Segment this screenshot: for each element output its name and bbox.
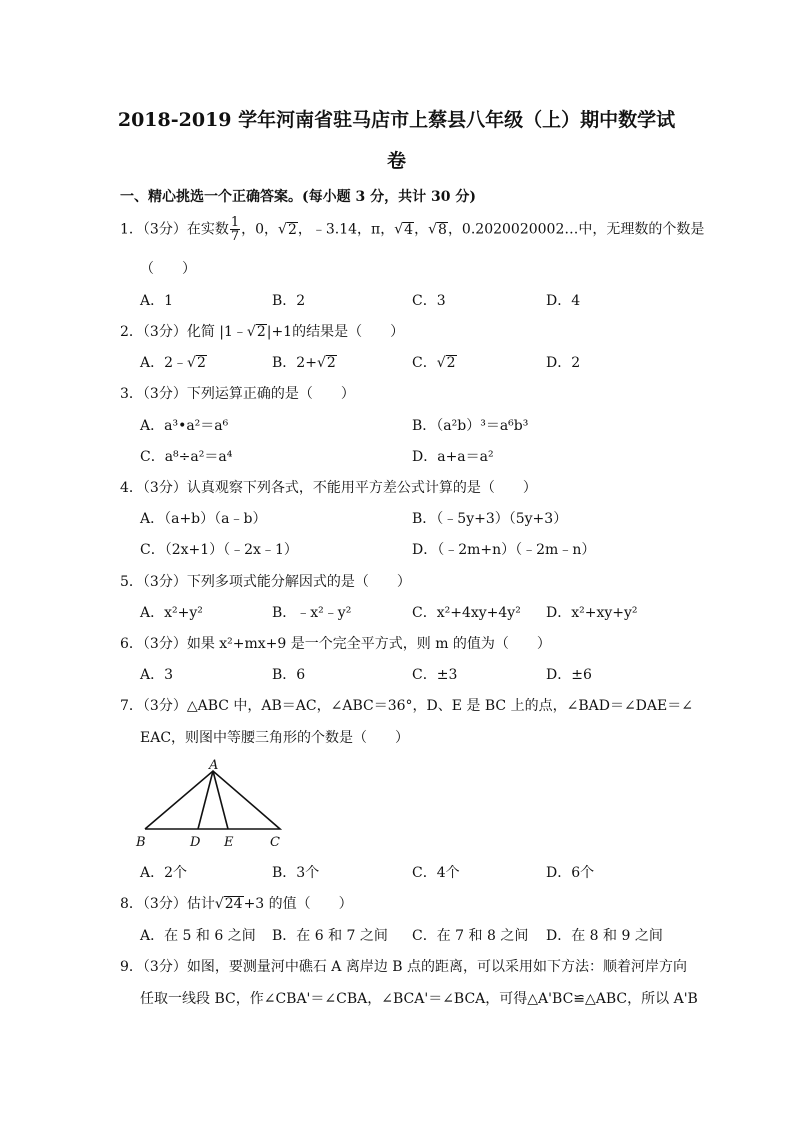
question-9-line1: 9．（3分）如图，要测量河中礁石 A 离岸边 B 点的距离，可以采用如下方法：顺着河岸方向: [120, 959, 688, 975]
q2-option-b: B．2+√2: [272, 355, 336, 371]
triangle-figure: [130, 758, 300, 853]
q3-option-c: C．a⁸÷a²＝a⁴: [140, 449, 233, 465]
q7-option-a: A．2个: [140, 865, 188, 881]
q4-option-d: D．（﹣2m+n）（﹣2m﹣n）: [412, 542, 596, 558]
q4-option-b: B．（﹣5y+3）（5y+3）: [412, 511, 568, 527]
page-title-continued: 卷: [386, 150, 406, 172]
q1-option-c: C．3: [412, 293, 446, 309]
q8-option-a: A．在 5 和 6 之间: [140, 928, 256, 944]
q4-option-c: C．（2x+1）（﹣2x﹣1）: [140, 542, 298, 558]
question-4-stem: 4．（3分）认真观察下列各式，不能用平方差公式计算的是（ ）: [120, 480, 537, 496]
question-1-paren: （ ）: [140, 261, 196, 277]
label-d: D: [190, 835, 201, 850]
segment-ad: [198, 771, 213, 829]
section-heading: 一、精心挑选一个正确答案。(每小题 3 分，共计 30 分): [120, 189, 476, 205]
question-1-stem: 1．（3分）在实数 $\frac{1}{7}$ ，0，√2，﹣3.14，π，√4，√8，0.2020020002…中，无理数的个数是: [120, 215, 705, 244]
segment-ae: [213, 771, 228, 829]
q7-option-c: C．4个: [412, 865, 460, 881]
label-c: C: [270, 835, 280, 850]
q6-option-d: D．±6: [546, 667, 592, 683]
q7-option-d: D．6个: [546, 865, 595, 881]
q6-option-b: B．6: [272, 667, 306, 683]
q1-option-b: B．2: [272, 293, 306, 309]
label-e: E: [224, 835, 234, 850]
q6-option-c: C．±3: [412, 667, 458, 683]
question-8-stem: 8．（3分）估计√24+3 的值（ ）: [120, 896, 353, 912]
label-a: A: [209, 758, 219, 773]
q4-option-a: A．（a+b）（a﹣b）: [140, 511, 267, 527]
q3-option-b: B．（a²b）³＝a⁶b³: [412, 418, 529, 434]
label-b: B: [136, 835, 146, 850]
question-7-line1: 7．（3分）△ABC 中，AB＝AC，∠ABC＝36°，D、E 是 BC 上的点，∠BAD＝∠DAE＝∠: [120, 698, 693, 714]
q1-option-d: D．4: [546, 293, 581, 309]
question-6-stem: 6．（3分）如果 x²+mx+9 是一个完全平方式，则 m 的值为（ ）: [120, 636, 551, 652]
q5-option-d: D．x²+xy+y²: [546, 605, 638, 621]
question-3-stem: 3．（3分）下列运算正确的是（ ）: [120, 386, 355, 402]
q5-option-c: C．x²+4xy+4y²: [412, 605, 521, 621]
q2-option-d: D．2: [546, 355, 581, 371]
question-2-stem: 2．（3分）化简 |1﹣√2|+1的结果是（ ）: [120, 324, 405, 340]
triangle-abc: [145, 771, 280, 829]
q6-option-a: A．3: [140, 667, 174, 683]
q5-option-b: B．﹣x²﹣y²: [272, 605, 352, 621]
question-5-stem: 5．（3分）下列多项式能分解因式的是（ ）: [120, 574, 411, 590]
q1-option-a: A．1: [140, 293, 174, 309]
q2-option-c: C．√2: [412, 355, 456, 371]
page-title: 2018-2019 学年河南省驻马店市上蔡县八年级（上）期中数学试: [117, 109, 676, 131]
q8-option-d: D．在 8 和 9 之间: [546, 928, 663, 944]
q5-option-a: A．x²+y²: [140, 605, 203, 621]
q3-option-a: A．a³•a²＝a⁶: [140, 418, 229, 434]
fraction: $\frac{1}{7}$: [230, 215, 240, 244]
q3-option-d: D．a+a＝a²: [412, 449, 494, 465]
q8-option-c: C．在 7 和 8 之间: [412, 928, 529, 944]
q7-option-b: B．3个: [272, 865, 320, 881]
q2-option-a: A．2﹣√2: [140, 355, 206, 371]
q8-option-b: B．在 6 和 7 之间: [272, 928, 388, 944]
question-7-line2: EAC，则图中等腰三角形的个数是（ ）: [140, 730, 410, 746]
question-9-line2: 任取一线段 BC，作∠CBA'＝∠CBA，∠BCA'＝∠BCA，可得△A'BC≌△ABC，所以 A'B: [140, 991, 698, 1007]
